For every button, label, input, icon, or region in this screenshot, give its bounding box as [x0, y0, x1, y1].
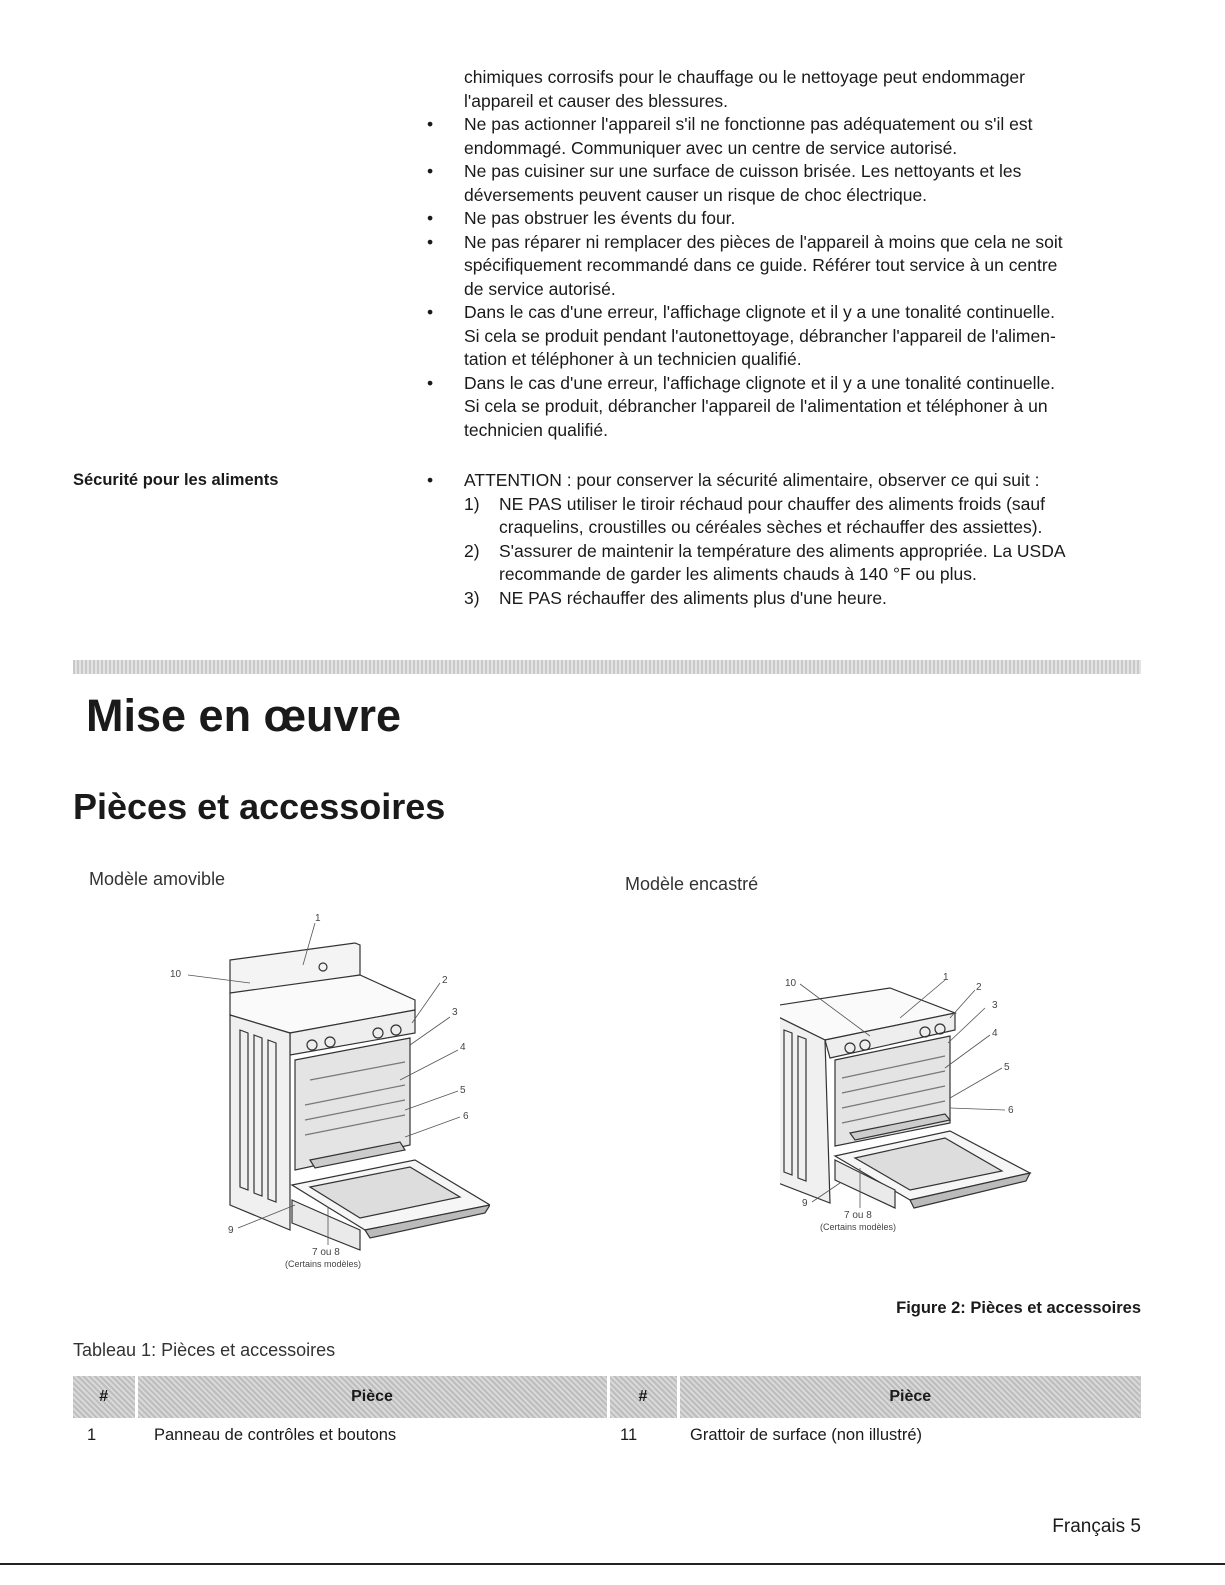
table-cell-number: 11 [620, 1425, 638, 1444]
callout-5: 5 [1004, 1062, 1010, 1073]
callout-10: 10 [785, 978, 797, 989]
column-header-number: # [608, 1376, 678, 1418]
table-header-row [73, 1376, 1141, 1418]
slide-in-range-illustration [780, 968, 1040, 1243]
callout-1: 1 [943, 972, 949, 983]
safety-item-line: Si cela se produit, débrancher l'appareil de l'alimentation et téléphoner à un [464, 396, 1048, 416]
food-item-line: craquelins, croustilles ou céréales sèches et réchauffer des assiettes). [499, 517, 1043, 537]
bullet: • [427, 470, 434, 490]
safety-item-line: Dans le cas d'une erreur, l'affichage clignote et il y a une tonalité continuelle. [464, 302, 1056, 322]
safety-intro-line: l'appareil et causer des blessures. [464, 90, 729, 111]
callout-4: 4 [992, 1028, 998, 1039]
section-title: Pièces et accessoires [73, 786, 446, 827]
table-cell-number: 1 [87, 1425, 97, 1444]
safety-item-line: de service autorisé. [464, 278, 616, 299]
food-item [427, 493, 1147, 540]
callout-9: 9 [802, 1198, 808, 1209]
page-number: Français 5 [1052, 1516, 1141, 1537]
food-item [427, 587, 1147, 611]
safety-intro-line: chimiques corrosifs pour le chauffage ou le nettoyage peut endommager [464, 67, 1025, 87]
safety-item [427, 160, 1147, 207]
callout-2: 2 [976, 982, 982, 993]
bullet: • [427, 208, 434, 228]
table-row [73, 1418, 1141, 1452]
column-header-number: # [73, 1376, 136, 1418]
callout-some-models: (Certains modèles) [820, 1222, 897, 1232]
callout-2: 2 [442, 975, 448, 986]
column-header-part: Pièce [136, 1376, 608, 1418]
freestanding-range-illustration [160, 905, 490, 1280]
safety-item-line: technicien qualifié. [464, 419, 608, 440]
food-item-line: recommande de garder les aliments chauds à 140 °F ou plus. [499, 564, 977, 584]
bullet: • [427, 161, 434, 181]
callout-1: 1 [315, 913, 321, 924]
callout-3: 3 [452, 1007, 458, 1018]
food-attention [427, 469, 1147, 493]
left-figure-caption: Modèle amovible [89, 869, 226, 889]
callout-some-models: (Certains modèles) [285, 1259, 362, 1269]
callout-9: 9 [228, 1225, 234, 1236]
safety-item [427, 113, 1147, 160]
bullet: • [427, 114, 434, 134]
callout-6: 6 [1008, 1105, 1014, 1116]
safety-item [427, 231, 1147, 302]
callout-4: 4 [460, 1042, 466, 1053]
safety-item-line: Si cela se produit pendant l'autonettoyage, débrancher l'appareil de l'alimen- [464, 325, 1056, 346]
parts-table [73, 1376, 1141, 1452]
safety-item [427, 301, 1147, 372]
food-item-line: NE PAS utiliser le tiroir réchaud pour chauffer des aliments froids (sauf [499, 493, 1045, 514]
figure-caption: Figure 2: Pièces et accessoires [896, 1299, 1141, 1317]
safety-list [427, 66, 1147, 442]
callout-5: 5 [460, 1085, 466, 1096]
item-number: 3) [464, 587, 480, 608]
safety-item-line: Dans le cas d'une erreur, l'affichage clignote et il y a une tonalité continuelle. [464, 372, 1056, 393]
table-cell-part: Grattoir de surface (non illustré) [690, 1425, 923, 1444]
section-divider [73, 660, 1141, 674]
food-safety-label: Sécurité pour les aliments [73, 471, 279, 489]
food-item-line: S'assurer de maintenir la température des aliments appropriée. La USDA [499, 540, 1066, 561]
safety-intro [427, 66, 1147, 113]
right-figure-caption: Modèle encastré [625, 874, 759, 894]
safety-item-line: spécifiquement recommandé dans ce guide. Référer tout service à un centre [464, 255, 1058, 275]
callout-10: 10 [170, 969, 182, 980]
safety-item [427, 207, 1147, 231]
column-header-part: Pièce [678, 1376, 1141, 1418]
attention-text: ATTENTION : pour conserver la sécurité alimentaire, observer ce qui suit : [464, 470, 1040, 490]
bullet: • [427, 231, 434, 252]
callout-6: 6 [463, 1111, 469, 1122]
table-caption: Tableau 1: Pièces et accessoires [73, 1340, 336, 1360]
safety-item-line: Ne pas réparer ni remplacer des pièces de l'appareil à moins que cela ne soit [464, 231, 1063, 252]
safety-item-line: Ne pas actionner l'appareil s'il ne fonctionne pas adéquatement ou s'il est [464, 114, 1033, 134]
callout-7-8: 7 ou 8 [844, 1210, 872, 1221]
food-safety-block [427, 469, 1147, 610]
page-title: Mise en œuvre [86, 690, 402, 741]
bottom-border [0, 1563, 1225, 1565]
safety-item-line: tation et téléphoner à un technicien qualifié. [464, 349, 802, 369]
food-item-line: NE PAS réchauffer des aliments plus d'une heure. [499, 587, 887, 608]
callout-7-8: 7 ou 8 [312, 1247, 340, 1258]
callout-3: 3 [992, 1000, 998, 1011]
bullet: • [427, 372, 434, 393]
food-item [427, 540, 1147, 587]
safety-item-line: Ne pas obstruer les évents du four. [464, 208, 736, 228]
safety-item-line: Ne pas cuisiner sur une surface de cuisson brisée. Les nettoyants et les [464, 161, 1022, 181]
safety-item [427, 372, 1147, 443]
safety-item-line: endommagé. Communiquer avec un centre de service autorisé. [464, 137, 958, 158]
item-number: 2) [464, 540, 480, 561]
safety-item-line: déversements peuvent causer un risque de choc électrique. [464, 184, 928, 205]
table-cell-part: Panneau de contrôles et boutons [154, 1425, 397, 1444]
item-number: 1) [464, 493, 480, 514]
bullet: • [427, 302, 434, 322]
